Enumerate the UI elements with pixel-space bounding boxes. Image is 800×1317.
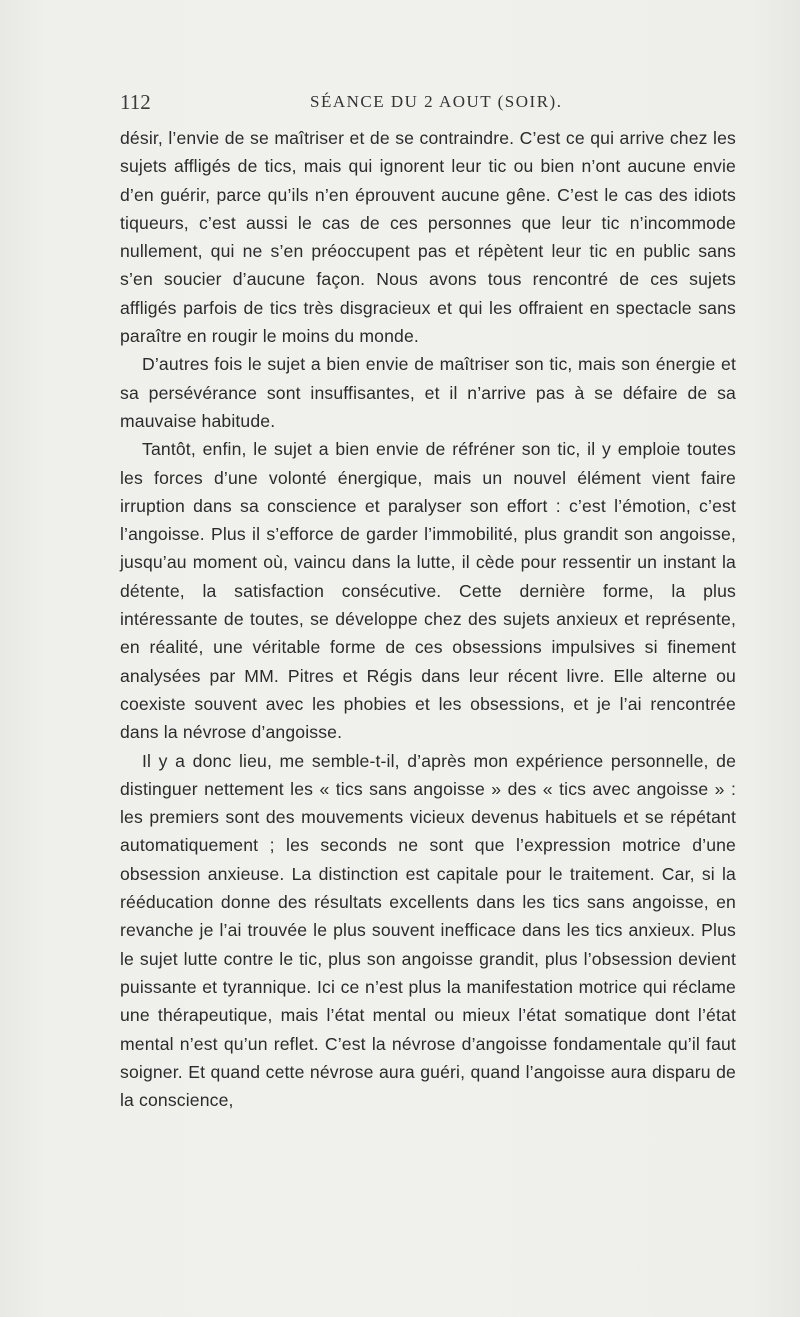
paragraph: D’autres fois le sujet a bien envie de maîtriser son tic, mais son énergie et sa persévérance sont insuffisantes, et il n’arrive pas à se défaire de sa mauvaise habitude. <box>120 354 736 431</box>
paragraph: Tantôt, enfin, le sujet a bien envie de réfréner son tic, il y emploie toutes les forces d’une volonté énergique, mais un nouvel élément vient faire irruption dans sa conscience et paralyser son effort : c’est l’émotion, c’est l’angoisse. Plus il s’efforce de garder l’immobilité, plus grandit son angoisse, jusqu’au moment où, vaincu dans la lutte, il cède pour ressentir un instant la détente, la satisfaction consécutive. Cette dernière forme, la plus intéressante de toutes, se développe chez des sujets anxieux et représente, en réalité, une véritable forme de ces obsessions impulsives si finement analysées par MM. Pitres et Régis dans leur récent livre. Elle alterne ou coexiste souvent avec les phobies et les obsessions, et je l’ai rencontrée dans la névrose d’angoisse. <box>120 439 736 743</box>
paragraph: Il y a donc lieu, me semble-t-il, d’après mon expérience personnelle, de distinguer nettement les « tics sans angoisse » des « tics avec angoisse » : les premiers sont des mouvements vicieux devenus habituels et se répétant automatiquement ; les seconds ne sont que l’expression motrice d’une obsession anxieuse. La distinction est capitale pour le traitement. Car, si la rééducation donne des résultats excellents dans les tics sans angoisse, en revanche je l’ai trouvée le plus souvent inefficace dans les tics anxieux. Plus le sujet lutte contre le tic, plus son angoisse grandit, plus l’obsession devient puissante et tyrannique. Ici ce n’est plus la manifestation motrice qui réclame une thérapeutique, mais l’état mental ou mieux l’état somatique dont l’état mental n’est qu’un reflet. C’est la névrose d’angoisse fondamentale qu’il faut soigner. Et quand cette névrose aura guéri, quand l’angoisse aura disparu de la conscience, <box>120 750 736 1111</box>
page-header <box>120 90 740 120</box>
body-text <box>120 124 736 1114</box>
running-head: SÉANCE DU 2 AOUT (SOIR). <box>310 92 563 111</box>
paragraph: désir, l’envie de se maîtriser et de se contraindre. C’est ce qui arrive chez les sujets affligés de tics, mais qui ignorent leur tic ou bien n’ont aucune envie d’en guérir, parce qu’ils n’en éprouvent aucune gêne. C’est le cas des idiots tiqueurs, c’est aussi le cas de ces personnes que leur tic n’incommode nullement, qui ne s’en préoccupent pas et répètent leur tic en public sans s’en soucier d’aucune façon. Nous avons tous rencontré de ces sujets affligés parfois de tics très disgracieux et qui les offraient en spectacle sans paraître en rougir le moins du monde. <box>120 128 736 347</box>
page-number: 112 <box>120 90 151 114</box>
